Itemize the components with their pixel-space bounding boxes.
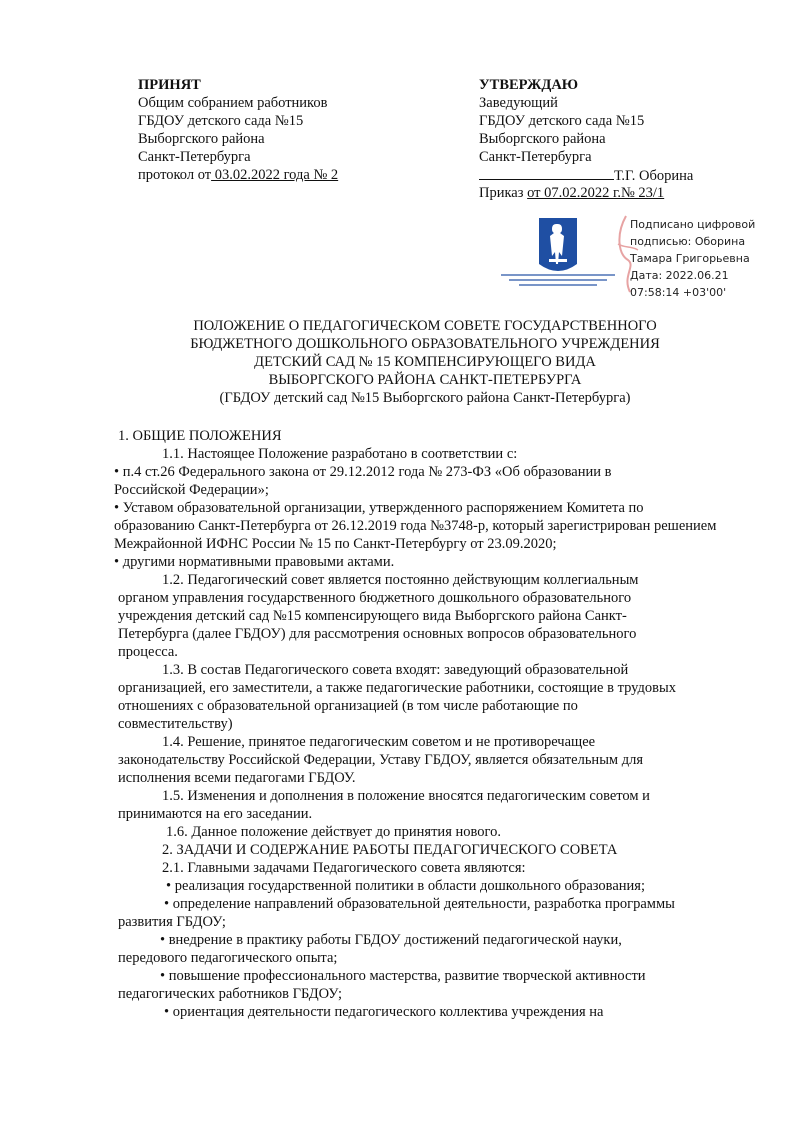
paragraph-line: 1.6. Данное положение действует до принятия нового. [166, 824, 501, 840]
bullet-line: • Уставом образовательной организации, утвержденного распоряжением Комитета по [114, 500, 644, 516]
paragraph-line: законодательству Российской Федерации, Уставу ГБДОУ, является обязательным для [118, 752, 644, 768]
order-line [479, 184, 779, 202]
title-line: БЮДЖЕТНОГО ДОШКОЛЬНОГО ОБРАЗОВАТЕЛЬНОГО УЧРЕЖДЕНИЯ [190, 336, 660, 352]
digital-signature-stamp [630, 216, 770, 301]
paragraph-line: отношениях с образовательной организацией (в том числе работающие по [118, 698, 578, 714]
approved-line: Общим собранием работников [138, 95, 328, 111]
paragraph-line: организацией, его заместители, а также педагогические работники, состоящие в трудовых [118, 680, 676, 696]
paragraph-line: 1.4. Решение, принятое педагогическим советом и не противоречащее [162, 734, 596, 750]
bullet-line: • ориентация деятельности педагогического коллектива учреждения на [164, 1004, 604, 1020]
approve-line: Санкт-Петербурга [479, 149, 592, 165]
paragraph-line: 2.1. Главными задачами Педагогического совета являются: [162, 860, 526, 876]
title-line: ВЫБОРГСКОГО РАЙОНА САНКТ-ПЕТЕРБУРГА [268, 372, 582, 388]
bullet-line: • п.4 ст.26 Федерального закона от 29.12.2012 года № 273-ФЗ «Об образовании в [114, 464, 612, 480]
paragraph-line: 1.3. В состав Педагогического совета входят: заведующий образовательной [162, 662, 629, 678]
title-line: ДЕТСКИЙ САД № 15 КОМПЕНСИРУЮЩЕГО ВИДА [254, 354, 596, 370]
paragraph-line: принимаются на его заседании. [118, 806, 313, 822]
paragraph-line: образованию Санкт-Петербурга от 26.12.2019 года №3748-р, который зарегистрирован решением [114, 518, 717, 534]
paragraph-line: 1.2. Педагогический совет является постоянно действующим коллегиальным [162, 572, 639, 588]
title-line: ПОЛОЖЕНИЕ О ПЕДАГОГИЧЕСКОМ СОВЕТЕ ГОСУДАРСТВЕННОГО [193, 318, 657, 334]
paragraph-line: педагогических работников ГБДОУ; [118, 986, 343, 1002]
paragraph-line: 1.5. Изменения и дополнения в положение вносятся педагогическим советом и [162, 788, 650, 804]
order-prefix: Приказ [479, 185, 528, 201]
digital-signature-line: Подписано цифровой [630, 218, 756, 231]
approve-line: Выборгского района [479, 131, 606, 147]
protocol-date: 03.02.2022 года № 2 [211, 167, 339, 183]
bullet-line: • определение направлений образовательной деятельности, разработка программы [164, 896, 675, 912]
paragraph-line: исполнения всеми педагогами ГБДОУ. [118, 770, 356, 786]
digital-signature-line: подписью: Оборина [630, 235, 746, 248]
approved-line: Выборгского района [138, 131, 265, 147]
paragraph-line: Межрайонной ИФНС России № 15 по Санкт-Петербургу от 23.09.2020; [114, 536, 557, 552]
section-heading: 1. ОБЩИЕ ПОЛОЖЕНИЯ [118, 428, 282, 444]
paragraph-line: процесса. [118, 644, 178, 660]
protocol-line [138, 166, 438, 184]
paragraph-line: передового педагогического опыта; [118, 950, 338, 966]
approved-line: ГБДОУ детского сада №15 [138, 113, 304, 129]
paragraph-line: совместительству) [118, 716, 233, 732]
title-line: (ГБДОУ детский сад №15 Выборгского района Санкт-Петербурга) [219, 390, 631, 406]
paragraph-line: учреждения детский сад №15 компенсирующего вида Выборгского района Санкт- [118, 608, 627, 624]
bullet-line: • реализация государственной политики в области дошкольного образования; [166, 878, 645, 894]
digital-signature-line: 07:58:14 +03'00' [630, 286, 727, 299]
kindergarten-emblem-logo [493, 214, 623, 292]
signer-line [479, 166, 779, 184]
approve-line: Заведующий [479, 95, 558, 111]
approve-title: УТВЕРЖДАЮ [479, 77, 579, 93]
approval-block-right [479, 76, 779, 202]
protocol-prefix: протокол от [138, 167, 212, 183]
digital-signature-line: Дата: 2022.06.21 [630, 269, 729, 282]
paragraph-line: Российской Федерации»; [114, 482, 269, 498]
paragraph-line: Петербурга (далее ГБДОУ) для рассмотрения основных вопросов образовательного [118, 626, 637, 642]
paragraph-line: развития ГБДОУ; [118, 914, 226, 930]
document-title [100, 317, 750, 407]
approved-line: Санкт-Петербурга [138, 149, 251, 165]
section-heading: 2. ЗАДАЧИ И СОДЕРЖАНИЕ РАБОТЫ ПЕДАГОГИЧЕСКОГО СОВЕТА [162, 842, 618, 858]
bullet-line: • повышение профессионального мастерства, развитие творческой активности [160, 968, 646, 984]
document-body [114, 427, 738, 1021]
bullet-line: • другими нормативными правовыми актами. [114, 554, 395, 570]
approval-block-left [138, 76, 438, 184]
order-value: от 07.02.2022 г.№ 23/1 [527, 185, 665, 201]
signer-name: Т.Г. Оборина [614, 168, 694, 184]
digital-signature-line: Тамара Григорьевна [630, 252, 750, 265]
signature-underline [479, 166, 614, 180]
bullet-line: • внедрение в практику работы ГБДОУ достижений педагогической науки, [160, 932, 622, 948]
paragraph-line: 1.1. Настоящее Положение разработано в соответствии с: [162, 446, 518, 462]
paragraph-line: органом управления государственного бюджетного дошкольного образовательного [118, 590, 632, 606]
approved-title: ПРИНЯТ [138, 77, 201, 93]
approve-line: ГБДОУ детского сада №15 [479, 113, 645, 129]
